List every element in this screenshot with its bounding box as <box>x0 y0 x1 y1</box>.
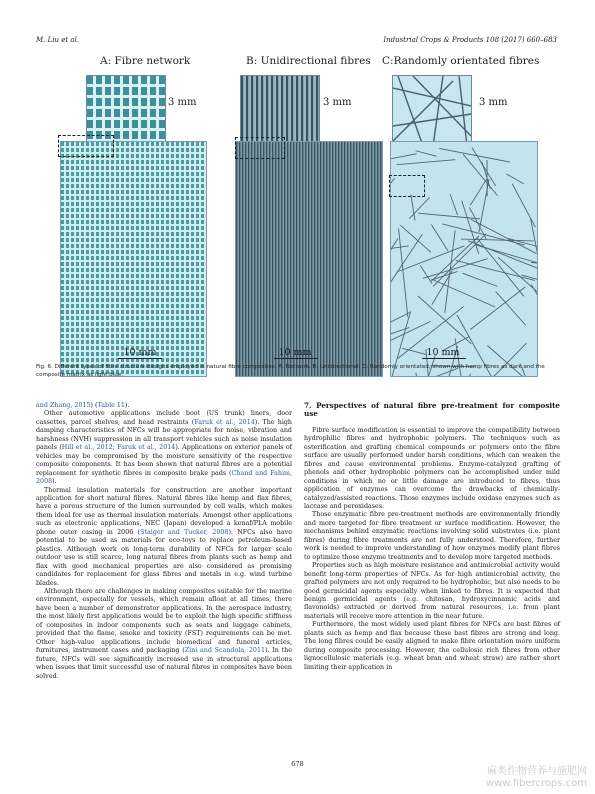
text-run: Thermal insulation materials for construction are another important application for short natural fibres. Natural fibres like hemp and flax fibres, have a porous structure of the lumen surrounded by cell walls, which makes them ideal for use as thermal insulation materials. Amongst other applications such as electronic applications, NEC (Japan) developed a kenaf/PLA mobile phone outer casing in 2006 ( <box>36 486 292 536</box>
random-fibre <box>391 312 410 322</box>
citation-link[interactable]: Hill et al., 2012; Faruk et al., 2014 <box>61 444 176 452</box>
random-fibre <box>463 273 498 286</box>
random-fibre <box>418 213 480 219</box>
paragraph: Fibre surface modification is essential to improve the compatibility between hydrophilic fibres and hydrophobic polymers. The techniques such as esterification and grafting chemical compounds or polymers onto the fibre surface are usually performed under harsh conditions, which can weaken the fibres and cause environmental problems. Enzyme-catalyzed grafting of phenols and other hydrophobic polymers can be accomplished under mild conditions in which no or little damage are introduced to fibres, thus application of enzymes can overcome the drawbacks of chemically-catalyzed/assisted reactions. Those enzymes include oxidase enzymes such as laccase and peroxidases. <box>304 426 560 510</box>
watermark <box>486 766 587 790</box>
citation-link[interactable]: Chand and Fahim, 2008 <box>36 469 293 486</box>
random-fibre <box>400 225 431 252</box>
citation-link[interactable]: Zini and Scandola, 2011 <box>184 647 266 655</box>
panel-b-composite-image <box>235 141 383 377</box>
panel-b-zoom-scale: 3 mm <box>323 97 352 108</box>
paragraph: Those enzymatic fibre pre-treatment methods are environmentally friendly and more targeted for fibre treatment or surface modification. However, the mechanisms behind enzymatic reactions involving solid substrates (i.e. plant fibres) during fibre treatments are not fully understood. Therefore, further work is needed to improve understanding of how enzymes modify plant fibres to optimize those enzyme treatments and to develop more targeted methods. <box>304 511 560 561</box>
random-fibre <box>461 239 534 241</box>
citation-link[interactable]: Faruk et al., 2014 <box>194 418 255 426</box>
random-fibre <box>391 328 409 340</box>
random-fibre <box>431 225 448 251</box>
text-run: ). NFCs also have potential to be used as materials for eco-toys to replace petroleum-based plastics. Although work on long-term durability of NFCs for larger scale outdoor use is still scarce, long natural fibres from plants such as hemp and flax with good mechanical properties are also considered as promising candidates for replacement for glass fibres and metals in e.g. wind turbine blades. <box>36 528 292 587</box>
random-fibre <box>432 271 458 279</box>
random-fibre <box>431 236 479 281</box>
right-text-column <box>304 402 560 672</box>
panel-b-zoom-region <box>235 137 285 159</box>
running-header-authors: M. Liu et al. <box>36 36 80 44</box>
random-fibre <box>506 174 523 184</box>
figure-6 <box>60 55 540 360</box>
text-run: ). <box>52 478 57 486</box>
random-fibre <box>391 246 409 251</box>
random-fibre <box>416 151 437 156</box>
panel-a-zoom-scale: 3 mm <box>168 97 197 108</box>
random-fibre <box>399 228 408 317</box>
panel-b-title: B: Unidirectional fibres <box>246 55 371 67</box>
random-fibre <box>433 234 486 287</box>
citation-link[interactable]: and Zhang, 2015 <box>36 402 91 409</box>
panel-c-scale-bar <box>422 358 466 359</box>
panel-a-scale-bar <box>118 358 162 359</box>
random-fibre <box>420 265 432 283</box>
paragraph: Properties such as high moisture resistance and antimicrobial activity would benefit long-term properties of NFCs. As for high antimicrobial activity, the grafted polymers are not only required to be hydrophobic, but also needs to be good germicidal agents especially when linked to fibres. It is expected that benign germicidal agents (e.g. chitosan, hydroxycinnamic acids and flavonoids) extracted or derived from natural resources, i.e. from plant materials will receive more attention in the near future. <box>304 562 560 620</box>
panel-a-title: A: Fibre network <box>100 55 191 67</box>
panel-c-zoom-region <box>389 175 425 197</box>
random-fibre <box>469 207 486 239</box>
random-fibre <box>409 197 429 218</box>
text-run: Although there are challenges in making composites suitable for the marine environment, especially for vessels, which remain afloat at all times, there have been a number of demonstrator applications. In the aerospace industry, the most likely first applications would be to exploit the high specific stiffness of composites in indoor components such as seats and luggage cabinets, provided that the flame, smoke and toxicity (FST) requirements can be met. Other high-value applications include biomedical and funeral articles, furnitures, instrument cases and packaging ( <box>36 587 292 655</box>
random-fibre <box>423 259 488 279</box>
panel-b-scale-label: 10 mm <box>278 347 312 358</box>
random-fibre <box>397 160 456 165</box>
random-fibre <box>391 238 398 293</box>
random-fibre <box>470 287 525 330</box>
text-run: ) ( <box>90 402 98 409</box>
citation-link[interactable]: Staiger and Tucker, 2008 <box>140 528 229 536</box>
panel-a-composite-image <box>60 141 207 377</box>
paragraph <box>36 410 292 486</box>
paragraph: Furthermore, the most widely used plant fibres for NFCs are bast fibres of plants such as hemp and flax because these bast fibres are strong and long. The long fibres could be easily aligned to make fibre orientation more uniform during composite processing. However, the cellulosic rich fibres from other lignocellulosic materials (e.g. wheat bran and wheat straw) are rather short limiting their application in <box>304 621 560 671</box>
left-text-column <box>36 402 292 681</box>
text-run: ). The high damping characteristics of NFCs will be appropriate for noise, vibration and harshness (NVH) suppression in all transport vehicles such as noise insulation panels ( <box>36 418 292 452</box>
random-fibre <box>431 279 495 307</box>
panel-c-scale-label: 10 mm <box>426 347 460 358</box>
section-heading: 7. Perspectives of natural fibre pre-treatment for composite use <box>304 401 560 419</box>
random-fibre <box>391 154 417 171</box>
paragraph <box>36 588 292 681</box>
panel-c-zoom-scale: 3 mm <box>479 97 508 108</box>
text-run: ). Applications on exterior panels of vehicles may be compromised by the moisture sensitivity of the respective composite components. It has been shown that natural fibres are a potential replacement for synthetic fibres in composite brake pads ( <box>36 444 293 477</box>
random-fibre <box>496 292 526 326</box>
panel-c-zoom-image <box>392 75 472 147</box>
random-fibre <box>450 194 458 215</box>
running-header-journal: Industrial Crops & Products 108 (2017) 660–683 <box>383 36 557 44</box>
panel-a-zoom-region <box>58 135 114 157</box>
figure-caption: Fig. 6. Different types of fibre structure designs employed in natural fibre composites, A: Network, B: Unidirectional; C: Randomly orientated, shown with hemp fibres as dark and the composite matrix as light blue. <box>36 364 545 378</box>
panel-b-scale-bar <box>274 358 318 359</box>
random-fibre <box>471 219 537 253</box>
panel-a-scale-label: 10 mm <box>123 347 157 358</box>
random-fibre <box>512 184 535 227</box>
watermark-line-2: www.fibercrops.com <box>485 778 587 789</box>
text-run: ). In the future, NFCs will see significantly increased use in structural applications when issues that limit successful use of natural fibres in composites have been solved. <box>36 647 292 680</box>
paragraph <box>36 487 292 588</box>
watermark-line-1: 麻类作物营养与施肥网 <box>487 766 587 777</box>
random-fibre <box>531 285 537 323</box>
text-run: Other automotive applications include boot (US trunk) liners, door cassettes, parcel shelves, and head restraints ( <box>36 410 292 426</box>
table-link[interactable]: Table 11 <box>97 402 125 409</box>
page-number: 678 <box>291 760 304 768</box>
panel-c-title: C:Randomly orientated fibres <box>382 55 540 67</box>
text-run: ). <box>124 402 130 409</box>
random-fibre <box>456 260 535 280</box>
